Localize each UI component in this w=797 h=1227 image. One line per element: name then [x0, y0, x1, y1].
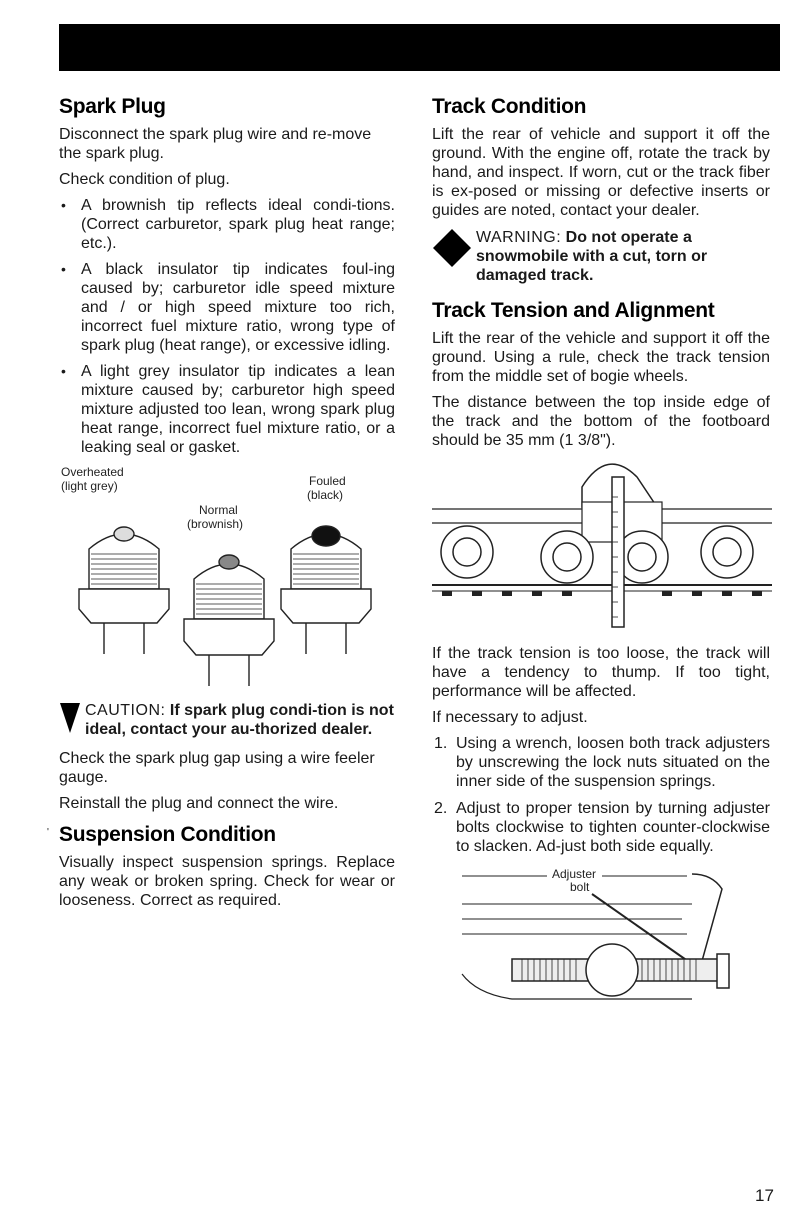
list-item: • A black insulator tip indicates foul-ing caused by; carburetor idle speed mixture and / or high speed mixture too rich, incorrect fuel mixture ratio, wrong type of spark plug (heat range), or excessive idling. [61, 261, 395, 355]
spark-plug-illustration [59, 464, 389, 689]
list-item: • A brownish tip reflects ideal condi-tions. (Correct carburetor, spark plug heat range; etc.). [61, 197, 395, 253]
track-tension-paragraph-4: If necessary to adjust. [432, 709, 588, 727]
suspension-paragraph: Visually inspect suspension springs. Replace any weak or broken spring. Check for wear or looseness. Correct as required. [59, 854, 395, 910]
left-column [59, 95, 395, 917]
suspension-heading: Suspension Condition [59, 823, 276, 847]
spark-plug-paragraph-1: Disconnect the spark plug wire and re-move the spark plug. [59, 126, 372, 163]
bullet-icon: • [61, 363, 66, 380]
caution-triangle-icon [59, 701, 81, 735]
warning-word: WARNING: [476, 229, 562, 247]
list-item: • A light grey insulator tip indicates a lean mixture caused by; carburetor high speed mixture adjusted too lean, wrong spark plug heat range, incorrect fuel mixture ratio, or a leaking seal or gasket. [61, 363, 395, 457]
normal-label: Normal [199, 503, 238, 518]
normal-plug-icon [184, 555, 274, 686]
page-number: 17 [755, 1186, 774, 1205]
track-condition-heading: Track Condition [432, 95, 587, 118]
caution-word: CAUTION: [85, 702, 166, 720]
track-tension-paragraph-3: If the track tension is too loose, the track will have a tendency to thump. If too tight, performance will be affected. [432, 645, 770, 701]
warning-notice [432, 228, 770, 285]
caution-text: If spark plug condi-tion is not ideal, contact your au-thorized dealer. [85, 702, 394, 739]
spark-plug-paragraph-2: Check condition of plug. [59, 171, 230, 189]
track-condition-paragraph: Lift the rear of vehicle and support it off the ground. With the engine off, rotate the track by hand, and inspect. If worn, cut or the track fiber is ex-posed or missing or defective inserts or guides are noted, contact your dealer. [432, 126, 770, 220]
track-tension-heading: Track Tension and Alignment [432, 299, 715, 323]
overheated-plug-icon [79, 527, 169, 654]
spark-plug-heading: Spark Plug [59, 95, 166, 118]
caution-notice [59, 701, 395, 739]
step-number: 1. [434, 735, 448, 753]
fouled-sub-label: (black) [307, 488, 344, 503]
warning-text: Do not operate a snowmobile with a cut, torn or damaged track. [476, 229, 708, 285]
spark-plug-conditions-list [59, 196, 395, 457]
fouled-label: Fouled [309, 474, 346, 489]
step-number: 2. [434, 800, 448, 818]
right-column [432, 95, 770, 1026]
margin-mark: ' [47, 827, 49, 838]
overheated-sub-label: (light grey) [61, 479, 118, 494]
list-item: 1. Using a wrench, loosen both track adjusters by unscrewing the lock nuts situated on the inner side of the suspension springs. [434, 735, 770, 791]
warning-diamond-icon [432, 228, 472, 268]
bullet-icon: • [61, 261, 66, 278]
spark-plug-paragraph-4: Reinstall the plug and connect the wire. [59, 795, 339, 813]
fouled-plug-icon [281, 526, 371, 654]
list-item: 2. Adjust to proper tension by turning adjuster bolts clockwise to tighten counter-clockwise to slacken. Ad-just both side equally. [434, 800, 770, 856]
track-tension-illustration [432, 457, 772, 632]
spark-plug-paragraph-3: Check the spark plug gap using a wire feeler gauge. [59, 750, 375, 787]
overheated-label: Overheated [61, 465, 124, 480]
header-bar [59, 24, 780, 71]
adjuster-bolt-illustration [432, 864, 752, 1014]
bullet-icon: • [61, 197, 66, 214]
adjuster-sub-label: bolt [570, 880, 590, 895]
adjuster-label: Adjuster [552, 867, 597, 882]
adjustment-steps-list [432, 734, 770, 856]
normal-sub-label: (brownish) [187, 517, 244, 532]
track-tension-paragraph-2: The distance between the top inside edge of the track and the bottom of the footboard should be 35 mm (1 3/8"). [432, 394, 770, 450]
track-tension-paragraph-1: Lift the rear of the vehicle and support it off the ground. Using a rule, check the track tension from the middle set of bogie wheels. [432, 330, 770, 386]
